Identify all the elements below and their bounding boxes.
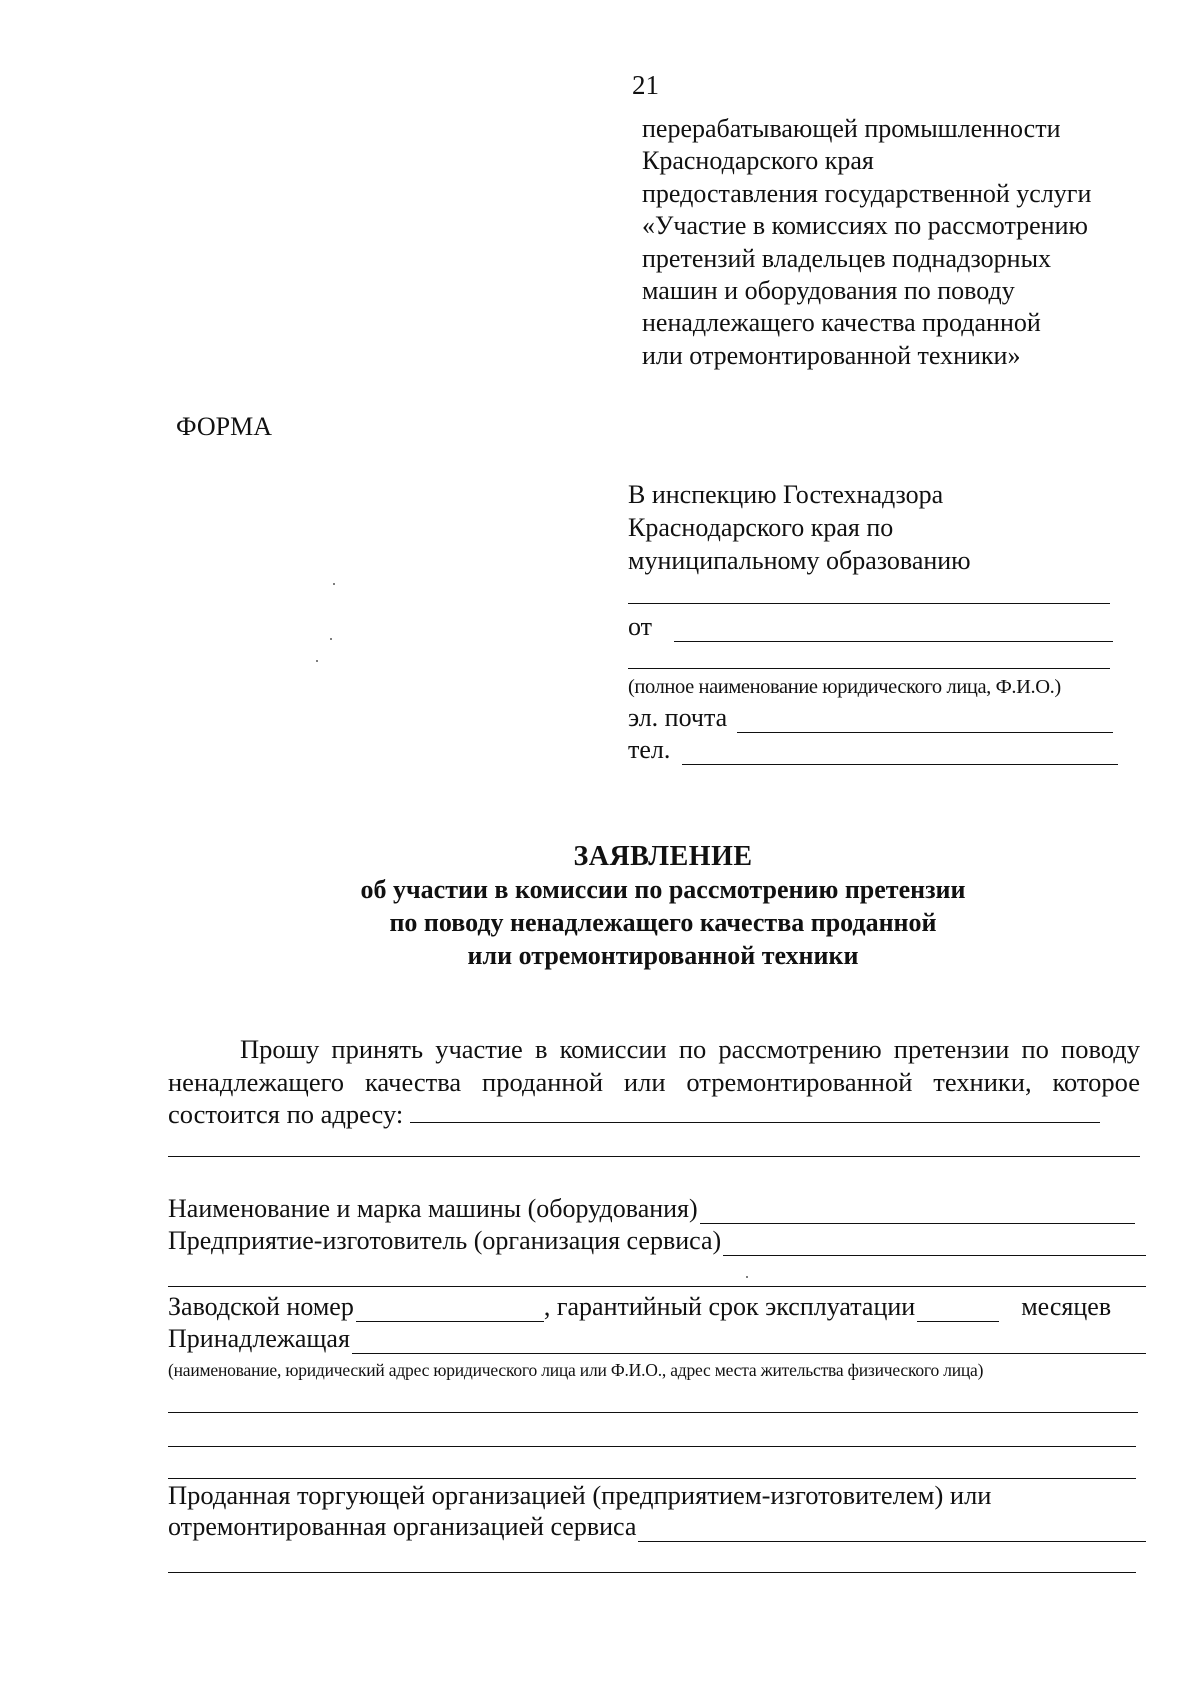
owner-field-continued-1[interactable]: [168, 1412, 1138, 1413]
title-line: об участии в комиссии по рассмотрению претензии: [360, 875, 966, 904]
header-line: перерабатывающей промышленности: [642, 114, 1061, 143]
document-title: [0, 840, 1200, 972]
serial-label: Заводской номер: [168, 1292, 354, 1321]
page-number: 21: [632, 70, 659, 100]
warranty-months-field[interactable]: [917, 1299, 999, 1322]
scan-speck: [746, 1276, 748, 1278]
serial-number-field[interactable]: [356, 1299, 544, 1322]
title-line: или отремонтированной техники: [467, 941, 859, 970]
phone-label: тел.: [628, 735, 671, 764]
header-block: [642, 113, 1091, 372]
months-label: месяцев: [1021, 1292, 1112, 1321]
from-label: от: [628, 612, 653, 641]
request-paragraph: [168, 1033, 1140, 1131]
header-line: предоставления государственной услуги: [642, 178, 1092, 208]
sold-line-1: Проданная торгующей организацией (предприятием-изготовителем) или: [168, 1480, 992, 1510]
from-field[interactable]: [674, 619, 1113, 642]
addressee-line: Краснодарского края по: [628, 513, 894, 542]
phone-row: [628, 735, 1118, 765]
email-field[interactable]: [737, 710, 1113, 733]
service-org-field[interactable]: [638, 1519, 1146, 1542]
addressee-line: муниципальному образованию: [628, 546, 971, 575]
request-text: Прошу принять участие в комиссии по рассмотрению претензии по поводу ненадлежащего качества проданной или отремонтированной техники, которое состоится по адресу:: [168, 1034, 1140, 1129]
addressee-block: [628, 478, 971, 577]
scan-speck: [333, 583, 335, 585]
addressee-line: В инспекцию Гостехнадзора: [628, 480, 944, 509]
manufacturer-row: [168, 1226, 1146, 1256]
fullname-caption: (полное наименование юридического лица, Ф.И.О.): [628, 676, 1061, 698]
address-field[interactable]: [410, 1100, 1100, 1123]
header-line: «Участие в комиссиях по рассмотрению: [642, 211, 1088, 241]
from-row: [628, 612, 1113, 642]
owner-field-continued-3[interactable]: [168, 1478, 1136, 1479]
sold-line-2: отремонтированная организацией сервиса: [168, 1512, 637, 1541]
address-field-continued[interactable]: [168, 1156, 1140, 1157]
header-line: Краснодарского края: [642, 146, 874, 176]
email-label: эл. почта: [628, 703, 728, 732]
header-line: претензий владельцев поднадзорных: [642, 243, 1052, 273]
machine-row: [168, 1194, 1135, 1224]
phone-field[interactable]: [682, 742, 1118, 765]
owner-row: [168, 1324, 1146, 1354]
manufacturer-field[interactable]: [723, 1233, 1146, 1256]
header-line: машин и оборудования по поводу: [642, 276, 1015, 306]
machine-label: Наименование и марка машины (оборудования): [168, 1194, 698, 1223]
warranty-label: , гарантийный срок эксплуатации: [543, 1292, 916, 1321]
service-org-field-continued[interactable]: [168, 1572, 1136, 1573]
machine-field[interactable]: [700, 1201, 1135, 1224]
municipality-field[interactable]: [628, 603, 1110, 604]
serial-row: [168, 1292, 1146, 1322]
title-main: ЗАЯВЛЕНИЕ: [573, 841, 753, 872]
owner-field[interactable]: [352, 1331, 1146, 1354]
form-label: ФОРМА: [176, 412, 272, 441]
owner-label: Принадлежащая: [168, 1324, 350, 1353]
scan-speck: [316, 660, 318, 662]
manufacturer-label: Предприятие-изготовитель (организация сервиса): [168, 1226, 722, 1255]
manufacturer-field-continued[interactable]: [168, 1286, 1146, 1287]
owner-field-continued-2[interactable]: [168, 1446, 1136, 1447]
scan-speck: [330, 638, 332, 640]
title-line: по поводу ненадлежащего качества проданной: [389, 908, 937, 937]
sold-row: [168, 1512, 1146, 1542]
header-line: или отремонтированной техники»: [642, 340, 1021, 370]
owner-caption: (наименование, юридический адрес юридического лица или Ф.И.О., адрес места жительства физического лица): [168, 1360, 984, 1380]
header-line: ненадлежащего качества проданной: [642, 308, 1041, 338]
from-field-continued[interactable]: [628, 668, 1110, 669]
body-paragraph: [168, 1033, 1140, 1131]
email-row: [628, 703, 1113, 733]
